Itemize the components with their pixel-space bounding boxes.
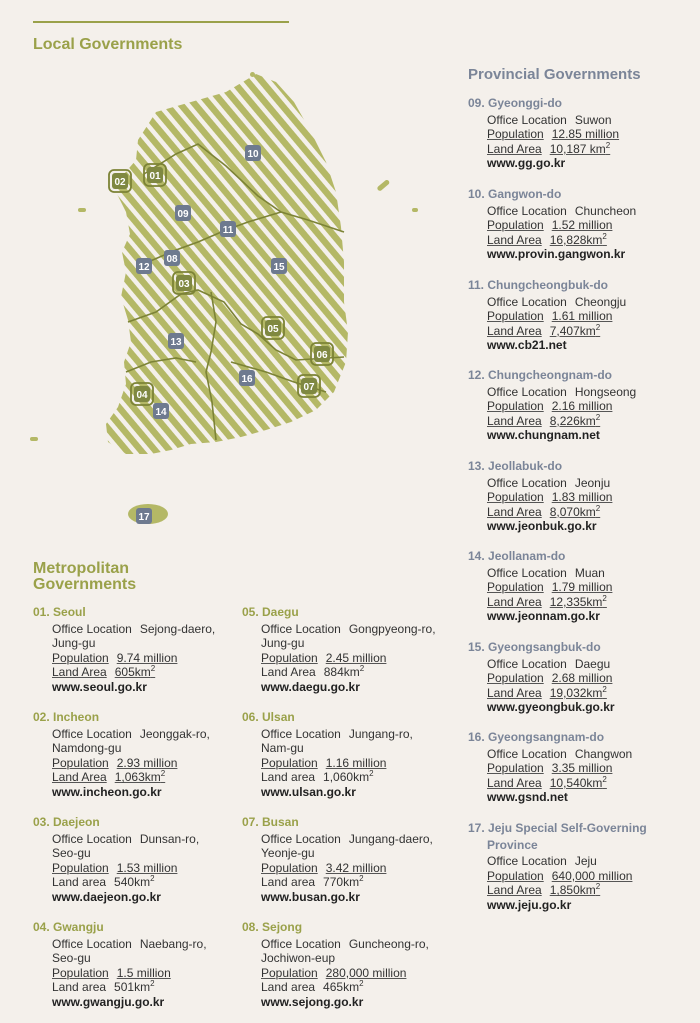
map-badge-label: 04 — [136, 390, 148, 401]
office-value: Cheongju — [574, 294, 627, 309]
entry-title: 04. Gwangju — [33, 920, 104, 934]
entry-title: 08. Sejong — [242, 920, 303, 934]
map-badge-label: 13 — [170, 337, 182, 348]
map-badge-label: 15 — [273, 262, 285, 273]
metro-entry-5 — [242, 605, 436, 695]
population-label: Population — [52, 755, 109, 770]
map-badge-label: 08 — [166, 254, 178, 265]
office-value: Jungang-ro, — [348, 726, 413, 741]
province-entry-9 — [468, 821, 647, 913]
population-value: 640,000 million — [551, 868, 633, 883]
population-label: Population — [261, 755, 318, 770]
province-entry-5 — [468, 459, 612, 534]
province-entry-2 — [468, 187, 636, 262]
superscript-two: 2 — [595, 322, 601, 332]
land-area-value: 770km — [323, 875, 360, 890]
land-area-label: Land Area — [261, 665, 316, 680]
province-entry-6 — [468, 549, 612, 624]
land-area-label: Land Area — [487, 504, 542, 519]
population-value: 3.42 million — [325, 860, 387, 875]
office-label: Office Location — [261, 936, 341, 951]
office-value: Jungang-daero, — [348, 831, 433, 846]
superscript-two: 2 — [150, 664, 156, 674]
land-area-value: 501km — [114, 980, 151, 995]
population-value: 1.53 million — [116, 860, 178, 875]
land-area-value: 1,850km — [549, 883, 596, 898]
metro-entry-3 — [33, 815, 199, 905]
heading-provincial-governments: Provincial Governments — [468, 66, 641, 83]
entry-title: 05. Daegu — [242, 605, 299, 619]
superscript-two: 2 — [595, 882, 601, 892]
metro-entry-6 — [242, 710, 413, 800]
office-label: Office Location — [52, 621, 132, 636]
office-label: Office Location — [487, 746, 567, 761]
website-link[interactable]: www.daegu.go.kr — [261, 679, 360, 694]
map-badge-label: 10 — [247, 149, 259, 160]
map-badge-label: 06 — [316, 350, 328, 361]
website-link[interactable]: www.daejeon.go.kr — [52, 889, 161, 904]
land-area-value: 605km — [114, 665, 151, 680]
population-label: Population — [487, 580, 544, 595]
website-link[interactable]: www.gyeongbuk.go.kr — [487, 700, 615, 715]
population-label: Population — [487, 671, 544, 686]
superscript-two: 2 — [150, 979, 155, 989]
office-label: Office Location — [487, 294, 567, 309]
office-value: Chuncheon — [574, 203, 637, 218]
office-value-line2: Nam-gu — [261, 741, 304, 756]
population-label: Population — [52, 860, 109, 875]
office-label: Office Location — [487, 656, 567, 671]
map-badge-label: 12 — [138, 262, 150, 273]
office-label: Office Location — [52, 726, 132, 741]
entry-title: 02. Incheon — [33, 710, 100, 724]
office-value-line2: Seo-gu — [52, 951, 91, 966]
land-area-label: Land Area — [487, 594, 542, 609]
land-area-label: Land area — [261, 875, 316, 890]
land-area-label: Land Area — [487, 685, 542, 700]
heading-metropolitan-governments: Metropolitan Governments — [33, 560, 137, 593]
website-link[interactable]: www.jeonbuk.go.kr — [487, 519, 597, 534]
population-label: Population — [487, 761, 544, 776]
metro-entry-8 — [242, 920, 429, 1010]
superscript-two: 2 — [605, 140, 611, 150]
population-label: Population — [261, 650, 318, 665]
website-link[interactable]: www.jeju.go.kr — [487, 897, 572, 912]
land-area-label: Land Area — [487, 775, 542, 790]
office-label: Office Location — [261, 726, 341, 741]
map-badge-label: 09 — [177, 209, 189, 220]
land-area-value: 19,032km — [549, 685, 603, 700]
land-area-label: Land area — [52, 875, 107, 890]
entry-title: 13. Jeollabuk-do — [468, 459, 563, 473]
population-value: 2.16 million — [551, 399, 613, 414]
office-value-line2: Namdong-gu — [52, 741, 122, 756]
population-value: 1.16 million — [325, 755, 387, 770]
website-link[interactable]: www.jeonnam.go.kr — [487, 609, 600, 624]
website-link[interactable]: www.ulsan.go.kr — [261, 784, 356, 799]
dokdo-island — [412, 208, 418, 212]
superscript-two: 2 — [602, 684, 607, 694]
office-label: Office Location — [487, 565, 567, 580]
population-value: 1.61 million — [551, 309, 613, 324]
population-value: 1.5 million — [116, 965, 171, 980]
office-value: Changwon — [574, 746, 633, 761]
office-label: Office Location — [487, 854, 567, 869]
population-value: 1.83 million — [551, 490, 613, 505]
land-area-label: Land Area — [52, 665, 107, 680]
population-label: Population — [487, 399, 544, 414]
office-value: Gongpyeong-ro, — [348, 621, 436, 636]
superscript-two: 2 — [359, 874, 364, 884]
superscript-two: 2 — [359, 664, 365, 674]
office-value-line2: Yeonje-gu — [261, 846, 315, 861]
province-entry-8 — [468, 730, 632, 805]
province-entry-7 — [468, 640, 615, 715]
entry-title: 12. Chungcheongnam-do — [468, 368, 612, 382]
website-link[interactable]: www.busan.go.kr — [261, 889, 360, 904]
land-area-value: 7,407km — [549, 323, 596, 338]
province-entry-1 — [468, 96, 619, 171]
land-area-label: Land Area — [487, 883, 542, 898]
north-islet — [250, 72, 255, 77]
land-area-label: Land Area — [487, 141, 542, 156]
entry-title: 07. Busan — [242, 815, 299, 829]
website-link[interactable]: www.seoul.go.kr — [52, 679, 147, 694]
website-link[interactable]: www.gg.go.kr — [487, 156, 566, 171]
office-value: Naebang-ro, — [139, 936, 207, 951]
superscript-two: 2 — [359, 979, 364, 989]
map-badge-label: 05 — [267, 324, 279, 335]
superscript-two: 2 — [369, 769, 374, 779]
land-area-label: Land area — [261, 770, 316, 785]
population-label: Population — [261, 860, 318, 875]
land-area-value: 1,063km — [114, 770, 161, 785]
office-value-line2: Seo-gu — [52, 846, 91, 861]
land-area-label: Land Area — [487, 413, 542, 428]
entry-title: 09. Gyeonggi-do — [468, 96, 563, 110]
southwest-islet — [30, 437, 38, 441]
office-value-line2: Jung-gu — [52, 636, 96, 651]
office-value: Muan — [574, 565, 605, 580]
population-label: Population — [487, 218, 544, 233]
population-value: 9.74 million — [116, 650, 178, 665]
land-area-value: 884km — [323, 665, 360, 680]
website-link[interactable]: www.gsnd.net — [487, 790, 568, 805]
entry-title-line2: Province — [487, 837, 538, 852]
map-badge-label: 01 — [149, 171, 161, 182]
entry-title: 11. Chungcheongbuk-do — [468, 278, 608, 292]
website-link[interactable]: www.gwangju.go.kr — [52, 994, 165, 1009]
office-label: Office Location — [261, 621, 341, 636]
province-entry-4 — [468, 368, 636, 443]
office-value: Dunsan-ro, — [139, 831, 200, 846]
metro-entry-2 — [33, 710, 210, 800]
map-badge-label: 16 — [241, 374, 253, 385]
superscript-two: 2 — [602, 774, 607, 784]
office-value-line2: Jung-gu — [261, 636, 305, 651]
population-label: Population — [487, 127, 544, 142]
metro-entry-7 — [242, 815, 433, 905]
entry-title: 06. Ulsan — [242, 710, 295, 724]
office-label: Office Location — [487, 475, 567, 490]
office-value: Jeonju — [574, 475, 611, 490]
land-area-label: Land area — [261, 980, 316, 995]
land-area-value: 540km — [114, 875, 151, 890]
office-label: Office Location — [487, 203, 567, 218]
office-value: Guncheong-ro, — [348, 936, 429, 951]
land-area-value: 10,540km — [549, 775, 603, 790]
land-area-value: 8,070km — [549, 504, 596, 519]
land-area-label: Land Area — [487, 323, 542, 338]
land-area-value: 10,187 km — [549, 141, 606, 156]
office-value-line2: Jochiwon-eup — [261, 951, 336, 966]
office-label: Office Location — [487, 384, 567, 399]
website-link[interactable]: www.provin.gangwon.kr — [487, 247, 626, 262]
office-label: Office Location — [52, 936, 132, 951]
entry-title: 16. Gyeongsangnam-do — [468, 730, 605, 744]
land-area-label: Land Area — [52, 770, 107, 785]
population-value: 3.35 million — [551, 761, 613, 776]
population-value: 12.85 million — [551, 127, 620, 142]
office-label: Office Location — [52, 831, 132, 846]
population-value: 1.52 million — [551, 218, 613, 233]
entry-title: 10. Gangwon-do — [468, 187, 562, 201]
korea-map — [26, 62, 426, 532]
mainland-stripes — [26, 62, 426, 532]
population-label: Population — [487, 490, 544, 505]
office-value: Suwon — [574, 112, 612, 127]
metro-entry-4 — [33, 920, 207, 1010]
office-value: Daegu — [574, 656, 611, 671]
map-badge-label: 03 — [178, 279, 190, 290]
map-badge-label: 07 — [303, 382, 315, 393]
entry-title: 15. Gyeongsangbuk-do — [468, 640, 601, 654]
province-entry-3 — [468, 278, 626, 353]
population-label: Population — [261, 965, 318, 980]
land-area-value: 12,335km — [549, 594, 603, 609]
office-label: Office Location — [487, 112, 567, 127]
population-label: Population — [487, 868, 544, 883]
website-link[interactable]: www.incheon.go.kr — [52, 784, 162, 799]
entry-title: 01. Seoul — [33, 605, 86, 619]
heading-local-governments: Local Governments — [33, 36, 183, 53]
superscript-two: 2 — [160, 769, 166, 779]
superscript-two: 2 — [595, 412, 601, 422]
population-value: 2.68 million — [551, 671, 613, 686]
land-area-value: 8,226km — [549, 413, 596, 428]
land-area-label: Land Area — [487, 232, 542, 247]
map-badge-label: 11 — [222, 225, 234, 236]
office-value: Sejong-daero, — [139, 621, 216, 636]
land-area-value: 16,828km — [549, 232, 603, 247]
superscript-two: 2 — [602, 593, 607, 603]
office-value: Jeonggak-ro, — [139, 726, 210, 741]
entry-title: 17. Jeju Special Self-Governing — [468, 821, 647, 835]
superscript-two: 2 — [150, 874, 155, 884]
website-link[interactable]: www.sejong.go.kr — [261, 994, 364, 1009]
office-value: Jeju — [574, 854, 597, 869]
population-value: 2.93 million — [116, 755, 178, 770]
entry-title: 14. Jeollanam-do — [468, 549, 566, 563]
west-islet — [78, 208, 86, 212]
entry-title: 03. Daejeon — [33, 815, 100, 829]
website-link[interactable]: www.chungnam.net — [487, 428, 600, 443]
map-badge-label: 17 — [138, 512, 150, 523]
population-value: 1.79 million — [551, 580, 613, 595]
map-badge-label: 02 — [114, 177, 126, 188]
office-value: Hongseong — [574, 384, 637, 399]
metro-entry-1 — [33, 605, 215, 695]
superscript-two: 2 — [595, 503, 601, 513]
map-badge-label: 14 — [155, 407, 167, 418]
land-area-label: Land area — [52, 980, 107, 995]
population-value: 280,000 million — [325, 965, 407, 980]
superscript-two: 2 — [602, 231, 607, 241]
land-area-value: 465km — [323, 980, 360, 995]
population-value: 2.45 million — [325, 650, 387, 665]
office-label: Office Location — [261, 831, 341, 846]
population-label: Population — [52, 965, 109, 980]
top-rule — [33, 21, 289, 23]
ulleung-island — [376, 179, 390, 192]
population-label: Population — [487, 309, 544, 324]
population-label: Population — [52, 650, 109, 665]
website-link[interactable]: www.cb21.net — [487, 338, 567, 353]
land-area-value: 1,060km — [323, 770, 370, 785]
